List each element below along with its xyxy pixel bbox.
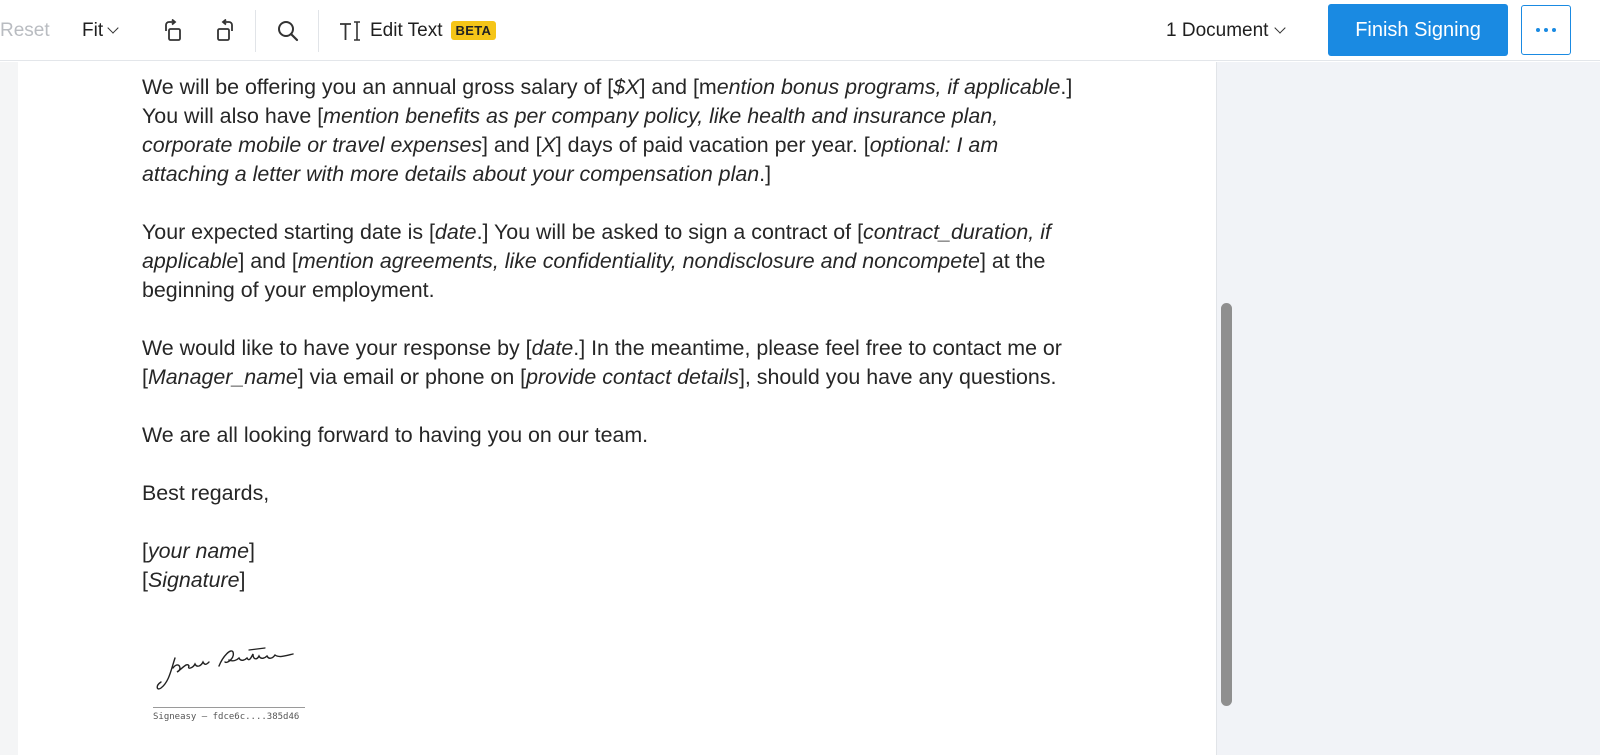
zoom-dropdown[interactable] (82, 0, 117, 61)
signature-id: Signeasy — fdce6c....385d46 (153, 712, 300, 722)
edit-text-button[interactable] (338, 0, 496, 61)
paragraph-response: We would like to have your response by [date.] In the meantime, please feel free to contact me or [Manager_name] via email or phone on [provide contact details], should you have any questions. (142, 336, 1062, 389)
reset-button[interactable]: Reset (0, 19, 50, 41)
document-selector[interactable] (1166, 0, 1284, 61)
signature-line (153, 707, 305, 708)
edit-text-label: Edit Text (370, 19, 443, 41)
toolbar (0, 0, 1600, 61)
signature-image[interactable] (153, 640, 303, 700)
more-horizontal-icon (1536, 28, 1556, 32)
text-cursor-icon (338, 19, 362, 43)
zoom-label: Fit (82, 19, 104, 41)
document-body (142, 73, 1082, 595)
rotate-left-icon (162, 19, 184, 43)
chevron-down-icon (1275, 22, 1286, 33)
paragraph-start-date: Your expected starting date is [date.] You will be asked to sign a contract of [contract_duration, if applicable] and [mention agreements, like confidentiality, nondisclosure and noncompete] at the beginning of your employment. (142, 220, 1051, 302)
beta-badge: BETA (451, 21, 497, 40)
rotate-right-button[interactable] (207, 0, 243, 61)
scrollbar[interactable] (1221, 303, 1232, 706)
document-viewport[interactable] (0, 62, 1216, 755)
toolbar-divider (255, 10, 256, 52)
placeholder-your-name: [your name] (142, 539, 255, 563)
paragraph-compensation: We will be offering you an annual gross salary of [$X] and [mention bonus programs, if applicable.] You will also have [mention benefits as per company policy, like health and insurance plan, corporate mobile or travel expenses] and [X] days of paid vacation per year. [optional: I am attaching a letter with more details about your compensation plan.] (142, 75, 1073, 186)
chevron-down-icon (107, 22, 118, 33)
paragraph-regards: Best regards, (142, 481, 270, 505)
paragraph-closing: We are all looking forward to having you on our team. (142, 423, 649, 447)
more-options-button[interactable] (1521, 5, 1571, 55)
document-selector-label: 1 Document (1166, 19, 1269, 41)
placeholder-signature: [Signature] (142, 568, 246, 592)
toolbar-divider (318, 10, 319, 52)
side-panel (1216, 62, 1600, 755)
finish-signing-button[interactable]: Finish Signing (1328, 4, 1508, 56)
rotate-left-button[interactable] (155, 0, 191, 61)
search-button[interactable] (270, 0, 306, 61)
document-page (18, 62, 1216, 755)
search-icon (277, 20, 299, 42)
rotate-right-icon (214, 19, 236, 43)
